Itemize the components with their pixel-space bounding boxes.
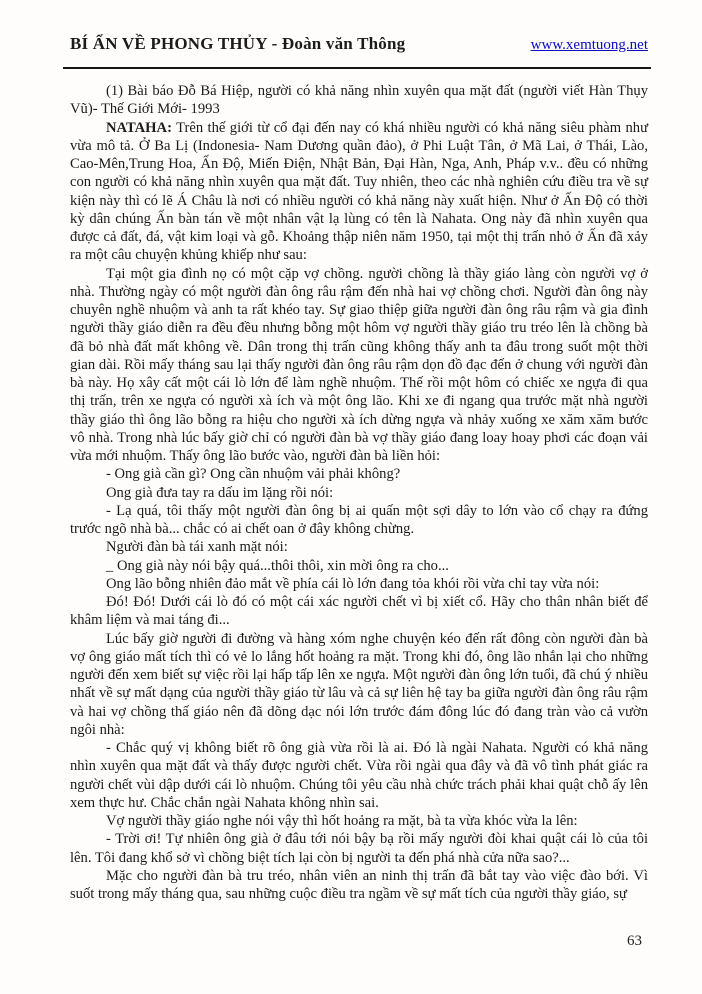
paragraph-lead: NATAHA:	[106, 119, 172, 136]
document-body	[70, 82, 648, 903]
paragraph: Lúc bấy giờ người đi đường và hàng xóm nghe chuyện kéo đến rất đông còn người đàn bà vợ ông giáo mất tích thì có vẻ lo lắng hốt hoảng ra mặt. Trong khi đó, ông lão nhắn lại cho những người đến xem biết sự việc rồi lại hấp tấp lên xe ngựa. Một người đàn ông lớn tuổi, đã chú ý nhiều nhất về sự mất dạng của người thầy giáo từ lâu và cả sự liên hệ tay ba giữa người đàn ông râu rậm và hai vợ chồng thấ giáo nên đã dõng dạc nói lớn trước đám đông lúc đó đang tràn vào cả vườn ngôi nhà:	[70, 630, 648, 738]
paragraph: Ong già đưa tay ra dấu im lặng rồi nói:	[106, 484, 334, 501]
paragraph: (1) Bài báo Đỗ Bá Hiệp, người có khả năng nhìn xuyên qua mặt đất (người viết Hàn Thụy Vũ)- Thế Giới Mới- 1993	[70, 83, 648, 118]
paragraph: Mặc cho người đàn bà tru tréo, nhân viên an ninh thị trấn đã bắt tay vào việc đào bới. Vì suốt trong mấy tháng qua, sau những cuộc điều tra ngầm về sự mất tích của người thầy giáo, sự	[70, 867, 648, 902]
paragraph: Người đàn bà tái xanh mặt nói:	[106, 539, 288, 556]
paragraph: - Lạ quá, tôi thấy một người đàn ông bị ai quấn một sợi dây to lớn vào cổ chạy ra đứng trước ngõ nhà bà... chắc có ai chết oan ở đây không chừng.	[70, 502, 648, 537]
paragraph: - Chắc quý vị không biết rõ ông già vừa rồi là ai. Đó là ngài Nahata. Người có khả năng nhìn xuyên qua mặt đất và thấy được người chết. Vừa rồi ngài qua đây và đã vô tình phát giác ra người chết vùi dập dưới cái lò nhuộm. Chúng tôi yêu cầu nhà chức trách phải khai quật chỗ ấy lên xem thực hư. Chắc chắn ngài Nahata không nhìn sai.	[70, 740, 648, 811]
header-divider	[63, 67, 651, 69]
paragraph: _ Ong già này nói bậy quá...thôi thôi, xin mời ông ra cho...	[106, 557, 449, 574]
paragraph: Vợ người thầy giáo nghe nói vậy thì hốt hoảng ra mặt, bà ta vừa khóc vừa la lên:	[106, 813, 578, 829]
page-header	[70, 34, 648, 54]
paragraph: - Trời ơi! Tự nhiên ông già ở đâu tới nói bậy bạ rồi mấy người đòi khai quật cái lò của tôi lên. Tôi đang khổ sở vì chồng biệt tích lại còn bị người ta đến phá nhà cửa nữa sao?...	[70, 831, 648, 866]
paragraph: - Ong già cần gì? Ong cần nhuộm vải phải không?	[106, 466, 401, 483]
paragraph: Tại một gia đình nọ có một cặp vợ chồng. người chồng là thầy giáo làng còn người vợ ở nhà. Thường ngày có một người đàn ông râu rậm đến nhà hai vợ chồng chơi. Người đàn ông này chuyên nghề nhuộm và anh ta rất khéo tay. Sự giao thiệp giữa người đàn ông râu rậm và gia đình người thầy giáo diễn ra đều đều nhưng bỗng một hôm vợ người thầy giáo tru tréo lên là chồng bà đã bỏ nhà đất mất không về. Dân trong thị trấn cũng không thấy anh ta đâu trong suốt một thời gian dài. Rồi mấy tháng sau lại thấy người đàn ông râu rậm dọn đồ đạc đến ở chung với người đàn bà này. Họ xây cất một cái lò lớn để làm nghề nhuộm. Thế rồi một hôm có chiếc xe ngựa đi qua thị trấn, trên xe ngựa có người xà ích và một ông lão. Khi xe đi ngang qua trước mặt nhà người thầy giáo thì ông lão bỗng ra hiệu cho người xà ích dừng ngựa và nhảy xuống xe xăm xăm bước vô nhà. Trong nhà lúc bấy giờ chỉ có người đàn bà vợ thầy giáo đang loay hoay phơi các đoạn vải vừa mới nhuộm. Thấy ông lão bước vào, người đàn bà liền hỏi:	[70, 265, 648, 464]
paragraph: NATAHA: Trên thế giới từ cổ đại đến nay có khá nhiều người có khả năng siêu phàm như vừa mô tả. Ở Ba Lị (Indonesia- Nam Dương quần đảo), ở Phi Luật Tân, ở Mã Lai, ở Thái, Lào, Cao-Mên,Trung Hoa, Ấn Độ, Miến Điện, Nhật Bản, Đại Hàn, Nga, Anh, Pháp v.v.. đều có những con người có khả năng nhìn xuyên qua mặt đất. Tuy nhiên, theo các nhà nghiên cứu điều tra về sự kiện này thì có lẽ Á Châu là nơi có nhiều người có khả năng này xuất hiện. Như ở Ấn Độ có thời kỳ dân chúng Ấn bàn tán về một nhân vật lạ lùng có tên là Nahata. Ong này đã nhìn xuyên qua được cả đất, đá, vật kim loại và gỗ. Khoảng thập niên năm 1950, tại một thị trấn nhỏ ở Ấn đã xảy ra một câu chuyện khủng khiếp như sau:	[70, 119, 648, 264]
paragraph: Ong lão bỗng nhiên đảo mắt về phía cái lò lớn đang tỏa khói rồi vừa chỉ tay vừa nói:	[106, 575, 600, 592]
book-title: BÍ ẨN VỀ PHONG THỦY - Đoàn văn Thông	[70, 34, 406, 53]
website-link[interactable]: www.xemtuong.net	[530, 37, 648, 53]
paragraph: Đó! Đó! Dưới cái lò đó có một cái xác người chết vì bị xiết cổ. Hãy cho thân nhân biết để khâm liệm và mai táng đi...	[70, 594, 648, 629]
page-number: 63	[627, 933, 642, 949]
